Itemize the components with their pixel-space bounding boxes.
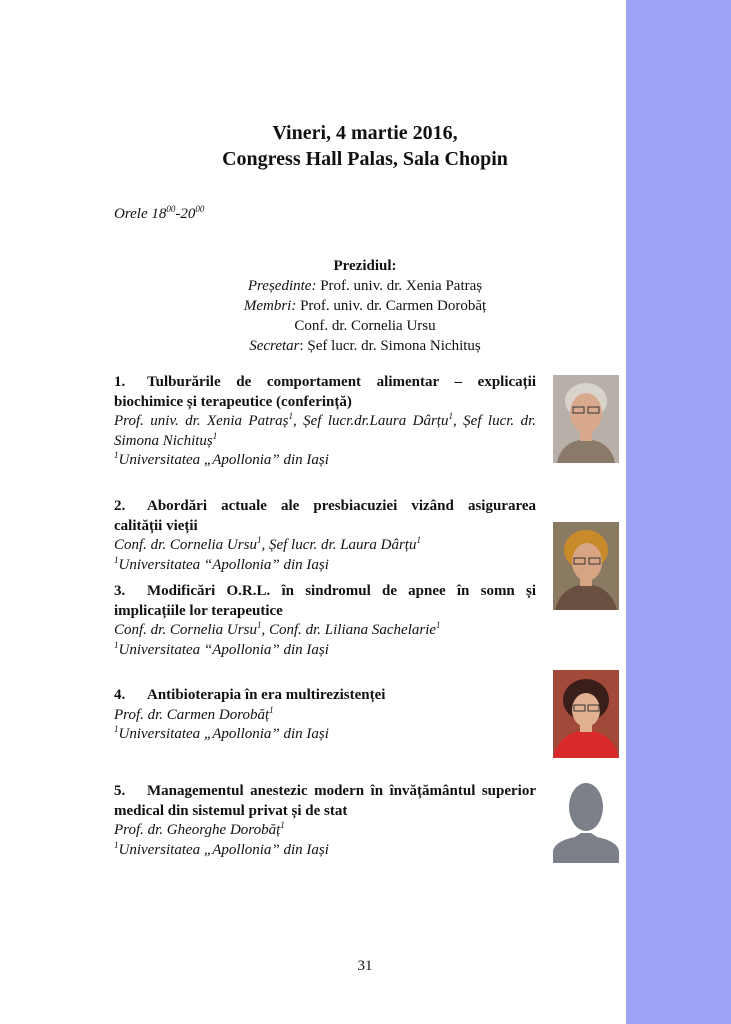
program-item [114, 373, 536, 471]
presidium-heading: Prezidiul: [333, 258, 397, 274]
portrait-placeholder-silhouette [553, 775, 619, 863]
item-title: 1. Tulburările de comportament alimentar – explicații biochimice și terapeutice (conferință) [114, 374, 536, 410]
portrait-photo-3 [553, 670, 619, 758]
presidium-block [114, 256, 616, 356]
presidium-president: Președinte: Prof. univ. dr. Xenia Patraș [247, 278, 483, 294]
presidium-secretary: Secretar: Șef lucr. dr. Simona Nichituș [249, 338, 481, 354]
program-item [114, 782, 536, 860]
item-authors: Prof. dr. Carmen Dorobăț$^1$ [114, 704, 274, 723]
item-authors: Conf. dr. Cornelia Ursu$^1$, Șef lucr. dr. Laura Dârțu$^1$ [114, 535, 421, 553]
item-authors: Conf. dr. Cornelia Ursu$^1$, Conf. dr. Liliana Sachelarie$^1$ [114, 620, 441, 638]
item-authors: Prof. univ. dr. Xenia Patraș$^1$, Șef lucr.dr.Laura Dârțu$^1$, Șef lucr. dr. Simona Nichituș$^1$ [114, 411, 536, 449]
presidium-member-2: Conf. dr. Cornelia Ursu [294, 318, 436, 334]
item-authors: Prof. dr. Gheorghe Dorobăț$^1$ [114, 820, 285, 838]
program-item [114, 686, 536, 745]
page-title-date: Vineri, 4 martie 2016, [272, 122, 458, 144]
item-affiliation: $^1$Universitatea “Apollonia” din Iași [114, 639, 329, 658]
portrait-cornelia-ursu [553, 522, 619, 610]
portrait-photo-4 [553, 775, 619, 863]
presidium-members: Membri: Prof. univ. dr. Carmen Dorobăț [243, 298, 487, 314]
page-number: 31 [357, 958, 373, 974]
item-affiliation: $^1$Universitatea „Apollonia” din Iași [114, 839, 329, 858]
portrait-xenia-patras [553, 375, 619, 463]
item-title: 3. Modificări O.R.L. în sindromul de apnee în somn și implicațiile lor terapeutice [114, 583, 536, 619]
session-hours: Orele $18^{00}-20^{00}$ [114, 204, 205, 222]
program-item [114, 497, 536, 575]
portrait-photo-1 [553, 375, 619, 463]
portrait-photo-2 [553, 522, 619, 610]
item-title: 4. Antibioterapia în era multirezistenței [114, 687, 386, 703]
item-affiliation: $^1$Universitatea „Apollonia” din Iași [114, 450, 329, 468]
item-affiliation: $^1$Universitatea “Apollonia” din Iași [114, 554, 329, 573]
page-side-band [626, 0, 731, 1024]
page-title-venue: Congress Hall Palas, Sala Chopin [222, 148, 508, 170]
program-item [114, 582, 536, 660]
item-affiliation: $^1$Universitatea „Apollonia” din Iași [114, 724, 329, 742]
portrait-carmen-dorobat [553, 670, 619, 758]
item-title: 5. Managementul anestezic modern în învățământul superior medical din sistemul privat și de stat [114, 783, 536, 819]
item-title: 2. Abordări actuale ale presbiacuziei vizând asigurarea calității vieții [114, 498, 536, 534]
